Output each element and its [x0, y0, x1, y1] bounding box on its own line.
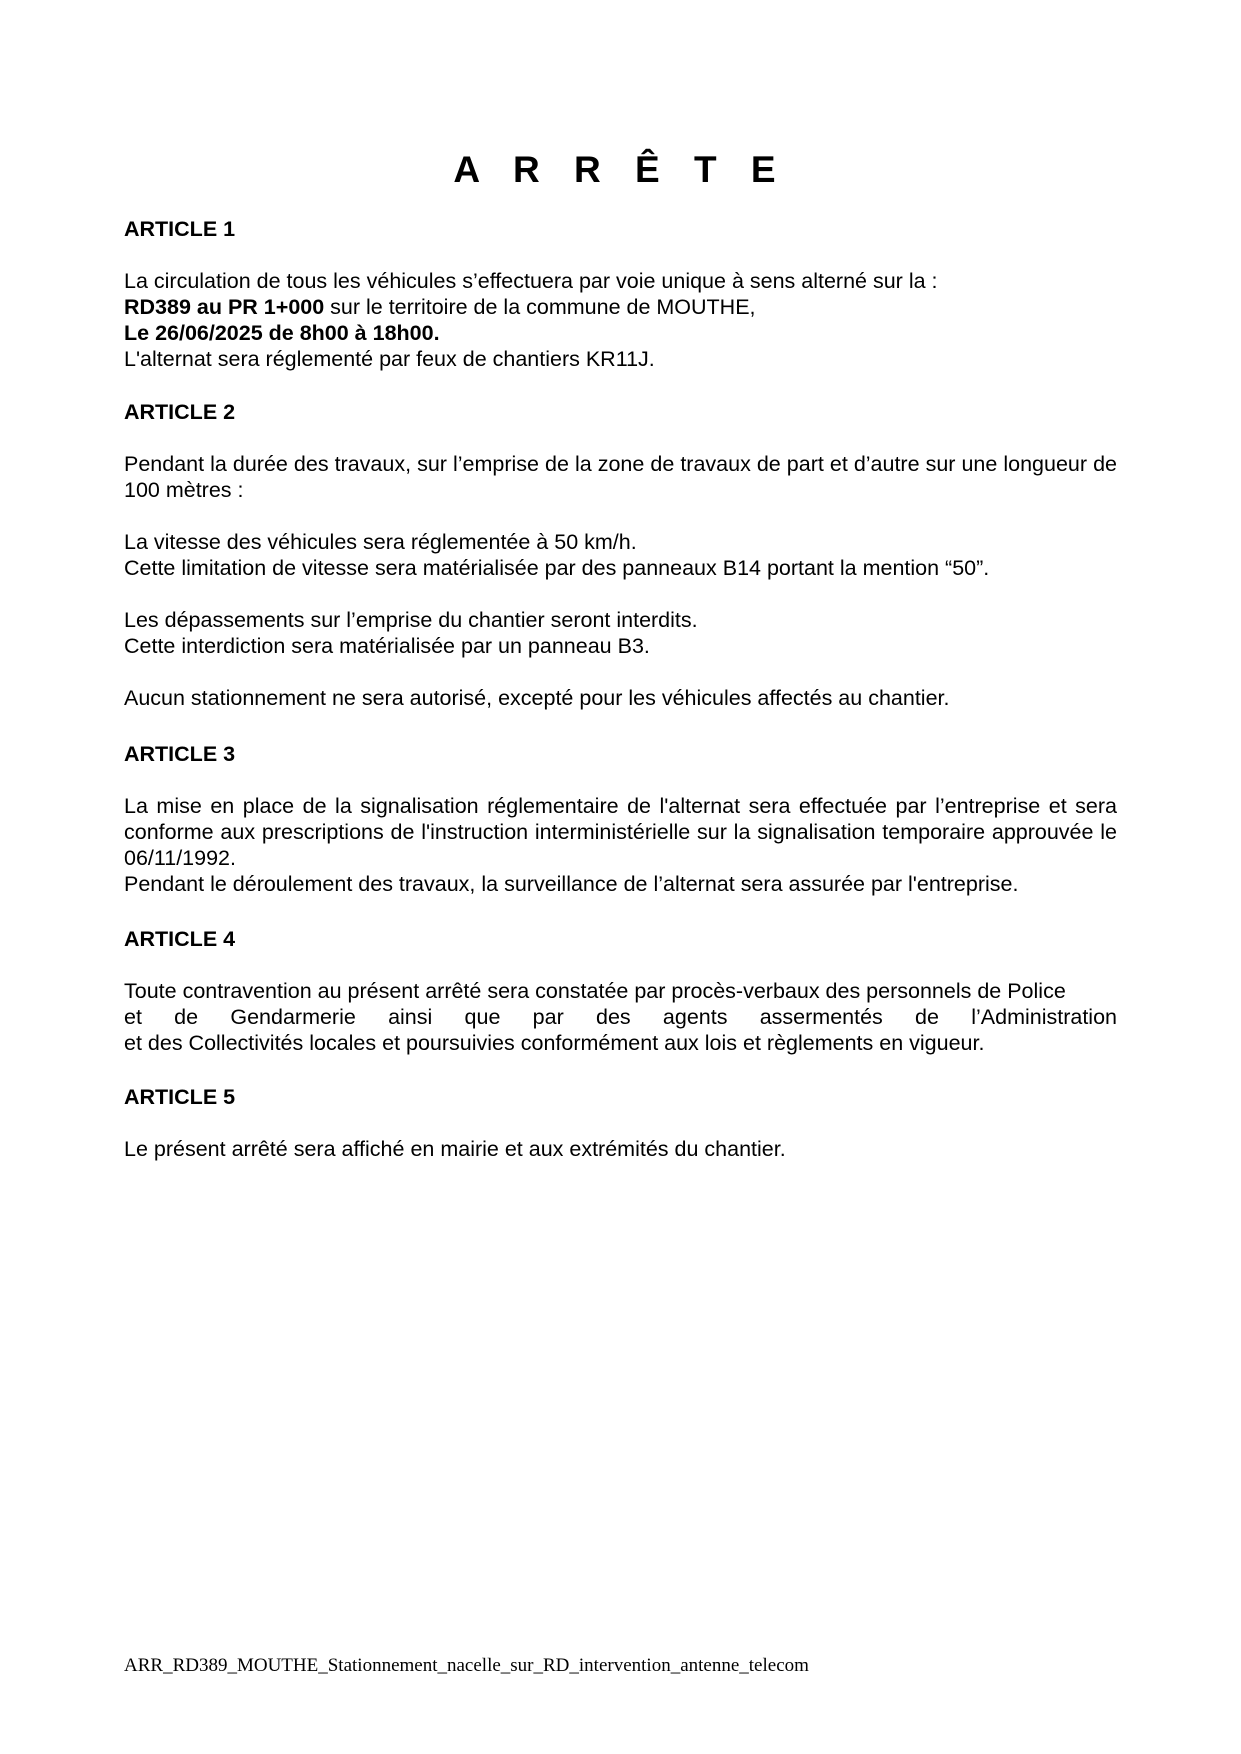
article-5-paragraph: Le présent arrêté sera affiché en mairie et aux extrémités du chantier. [124, 1137, 786, 1161]
road-location: RD389 au PR 1+000 [124, 295, 325, 319]
article-1-line-4: L'alternat sera réglementé par feux de chantiers KR11J. [124, 347, 655, 371]
article-3 [124, 741, 1117, 897]
article-4-line-3: et des Collectivités locales et poursuivies conformément aux lois et règlements en vigueur. [124, 1031, 985, 1055]
article-2-speed-sign-line: Cette limitation de vitesse sera matérialisée par des panneaux B14 portant la mention “50”. [124, 556, 990, 580]
article-heading: ARTICLE 2 [124, 400, 236, 424]
article-2-overtaking-sign-line: Cette interdiction sera matérialisée par un panneau B3. [124, 634, 650, 658]
commune-text: sur le territoire de la commune de MOUTHE, [324, 295, 756, 319]
article-1-line-2 [124, 294, 1117, 320]
article-heading: ARTICLE 4 [124, 927, 236, 951]
document-title: A R R Ê T E [453, 149, 788, 190]
article-1 [124, 216, 1117, 372]
article-2-parking-line: Aucun stationnement ne sera autorisé, excepté pour les véhicules affectés au chantier. [124, 686, 950, 710]
article-4 [124, 926, 1117, 1056]
article-4-line-2: et de Gendarmerie ainsi que par des agents assermentés de l’Administration [124, 1005, 1117, 1029]
article-heading: ARTICLE 1 [124, 217, 236, 241]
article-heading: ARTICLE 3 [124, 742, 236, 766]
article-3-paragraph-2: Pendant le déroulement des travaux, la surveillance de l’alternat sera assurée par l'entreprise. [124, 872, 1019, 896]
article-2-overtaking-line: Les dépassements sur l’emprise du chantier seront interdits. [124, 608, 698, 632]
article-2 [124, 399, 1117, 711]
article-5 [124, 1084, 1117, 1162]
article-heading: ARTICLE 5 [124, 1085, 236, 1109]
article-2-speed-line: La vitesse des véhicules sera réglementée à 50 km/h. [124, 530, 637, 554]
date-time-text: Le 26/06/2025 de 8h00 à 18h00. [124, 321, 440, 345]
document-footer: ARR_RD389_MOUTHE_Stationnement_nacelle_sur_RD_intervention_antenne_telecom [124, 1655, 809, 1676]
article-3-paragraph-1: La mise en place de la signalisation réglementaire de l'alternat sera effectuée par l’entreprise et sera conforme aux prescriptions de l'instruction interministérielle sur la signalisation temporaire approuvée le 06/11/1992. [124, 794, 1117, 870]
article-4-line-1: Toute contravention au présent arrêté sera constatée par procès-verbaux des personnels de Police [124, 979, 1066, 1003]
article-1-line-1: La circulation de tous les véhicules s’effectuera par voie unique à sens alterné sur la : [124, 269, 938, 293]
article-2-paragraph-1: Pendant la durée des travaux, sur l’emprise de la zone de travaux de part et d’autre sur une longueur de 100 mètres : [124, 452, 1117, 502]
